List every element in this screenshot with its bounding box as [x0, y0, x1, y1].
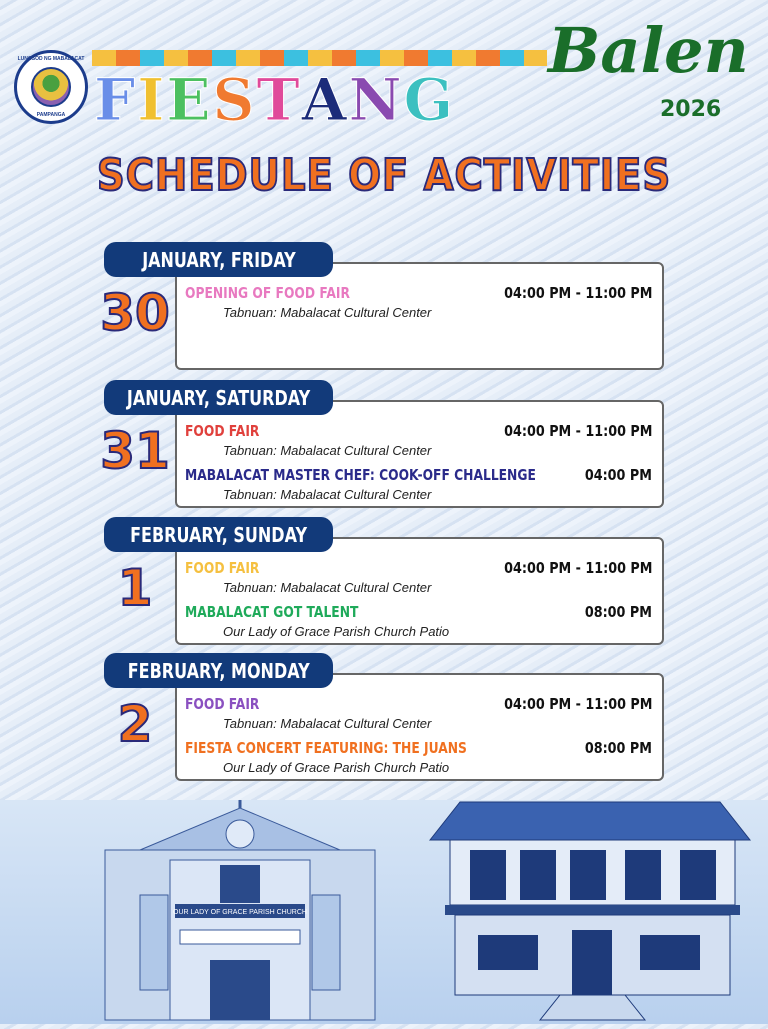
event-venue: Tabnuan: Mabalacat Cultural Center: [223, 305, 432, 320]
event-time: 04:00 PM - 11:00 PM: [503, 422, 652, 440]
day-label-pill: [104, 653, 333, 688]
fiestang-logo: [94, 68, 455, 132]
event-time: 04:00 PM: [584, 466, 652, 484]
day-label: FEBRUARY, SUNDAY: [130, 522, 307, 547]
event-item: [185, 695, 652, 735]
event-name: MABALACAT MASTER CHEF: COOK-OFF CHALLENGE: [185, 466, 536, 484]
logo-letter: F: [94, 66, 138, 134]
events-card: [175, 673, 664, 781]
day-number: 2: [117, 695, 153, 753]
day-label-pill: [104, 242, 333, 277]
event-time: 08:00 PM: [584, 603, 652, 621]
event-venue: Tabnuan: Mabalacat Cultural Center: [223, 580, 432, 595]
day-label-pill: [104, 517, 333, 552]
event-item: [185, 559, 652, 599]
day-label: FEBRUARY, MONDAY: [127, 658, 310, 683]
schedule-title: SCHEDULE OF ACTIVITIES: [96, 150, 672, 201]
event-item: [185, 603, 652, 643]
logo-letter: T: [256, 66, 302, 134]
logo-letter: E: [166, 66, 213, 134]
event-venue: Tabnuan: Mabalacat Cultural Center: [223, 716, 432, 731]
event-item: [185, 284, 652, 324]
city-seal: [14, 50, 88, 124]
event-venue: Tabnuan: Mabalacat Cultural Center: [223, 487, 432, 502]
event-name: FOOD FAIR: [185, 422, 260, 440]
event-item: [185, 739, 652, 779]
event-venue: Our Lady of Grace Parish Church Patio: [223, 760, 450, 775]
event-time: 08:00 PM: [584, 739, 652, 757]
church-sign: OUR LADY OF GRACE PARISH CHURCH: [173, 909, 307, 916]
seal-top-text: LUNGSOD NG MABALACAT: [17, 56, 85, 62]
year-label: 2026: [660, 97, 722, 122]
events-card: [175, 400, 664, 508]
event-venue: Tabnuan: Mabalacat Cultural Center: [223, 443, 432, 458]
event-item: [185, 466, 652, 506]
day-label: JANUARY, SATURDAY: [126, 385, 311, 410]
day-label: JANUARY, FRIDAY: [141, 247, 296, 272]
event-name: OPENING OF FOOD FAIR: [185, 284, 350, 302]
day-number: 1: [117, 559, 153, 617]
event-venue: Our Lady of Grace Parish Church Patio: [223, 624, 450, 639]
seal-bottom-text: PAMPANGA: [36, 112, 66, 118]
buildings-illustration: [0, 800, 768, 1024]
logo-letter: A: [301, 66, 349, 134]
day-number: 31: [100, 422, 170, 480]
logo-letter: I: [137, 66, 167, 134]
church-illustration: [105, 800, 375, 1020]
balen-script-title: Balen: [548, 14, 749, 87]
ancestral-house-illustration: [430, 802, 750, 1020]
event-item: [185, 422, 652, 462]
event-name: FIESTA CONCERT FEATURING: THE JUANS: [185, 739, 467, 757]
logo-letter: S: [212, 66, 257, 134]
events-card: [175, 262, 664, 370]
day-label-pill: [104, 380, 333, 415]
event-time: 04:00 PM - 11:00 PM: [503, 284, 652, 302]
event-time: 04:00 PM - 11:00 PM: [503, 559, 652, 577]
event-name: FOOD FAIR: [185, 559, 260, 577]
event-time: 04:00 PM - 11:00 PM: [503, 695, 652, 713]
logo-letter: G: [403, 66, 456, 134]
event-name: FOOD FAIR: [185, 695, 260, 713]
events-card: [175, 537, 664, 645]
day-number: 30: [100, 284, 170, 342]
seal-emblem: [31, 67, 71, 107]
logo-letter: N: [348, 66, 404, 134]
event-name: MABALACAT GOT TALENT: [185, 603, 359, 621]
bunting-decoration: [92, 50, 547, 66]
